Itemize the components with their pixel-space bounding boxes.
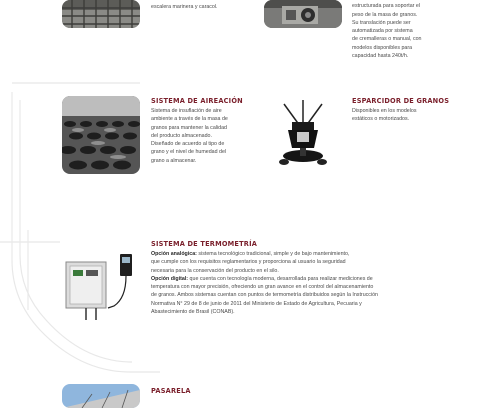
- transport-photo: [264, 0, 342, 28]
- aeration-photo: [62, 96, 140, 174]
- aeration-line-3: granos para mantener la calidad: [151, 124, 227, 131]
- top-right-line-2: estructurada para soportar el: [352, 3, 421, 10]
- digital-line-2: temperatura con mayor precisión, ofreciendo un gran avance en el control del almacenamiento: [151, 284, 374, 291]
- walkway-photo: [62, 384, 140, 408]
- spreader-title: ESPARCIDOR DE GRANOS: [352, 97, 450, 105]
- aeration-line-2: ambiente a través de la masa de: [151, 116, 228, 123]
- thermometry-text: [151, 250, 451, 316]
- aeration-line-6: grano y el nivel de humedad del: [151, 149, 227, 156]
- digital-label: Opción digital:: [151, 275, 189, 282]
- top-right-line-5: automatizada por sistema: [352, 28, 413, 35]
- top-left-text: [151, 3, 271, 11]
- analog-label: Opción analógica:: [151, 251, 197, 257]
- spreader-line-2: estáticos o motorizados.: [352, 116, 410, 123]
- top-right-text: [352, 0, 482, 60]
- thermometry-photo: [62, 250, 140, 328]
- digital-line-5: Abastecimiento de Brasil (CONAB).: [151, 309, 235, 316]
- top-left-line: escalera marinera y caracol.: [151, 4, 218, 10]
- aeration-title: SISTEMA DE AIREACIÓN: [151, 97, 243, 105]
- digital-text-1: que cuenta con tecnología moderna, desarrollada para realizar mediciones de: [188, 275, 373, 282]
- ladder-photo: [62, 0, 140, 28]
- top-right-line-7: modelos disponibles para: [352, 44, 413, 51]
- thermometry-title: SISTEMA DE TERMOMETRÍA: [151, 240, 258, 248]
- aeration-line-4: del producto almacenado.: [151, 132, 212, 139]
- digital-line-4: Normativa N° 29 de 8 de junio de 2011 del Ministerio de Estado de Agricultura, Pecuaria y: [151, 300, 362, 307]
- spreader-text: [352, 107, 482, 124]
- analog-line-1: [151, 250, 451, 258]
- spreader-photo: [264, 96, 342, 174]
- digital-line-1: [151, 275, 451, 283]
- aeration-text: [151, 107, 271, 165]
- top-right-line-6: de cremalleras o manual, con: [352, 36, 422, 43]
- spreader-line-1: Disponibles en los modelos: [352, 108, 417, 114]
- analog-text-1: sistema tecnológico tradicional, simple y de bajo mantenimiento,: [196, 251, 350, 257]
- aeration-line-5: Diseñado de acuerdo al tipo de: [151, 141, 225, 148]
- top-right-line-4: Su translación puede ser: [352, 19, 411, 26]
- analog-line-3: necesaria para la conservación del producto en el silo.: [151, 267, 279, 274]
- top-right-line-8: capacidad hasta 240t/h.: [352, 53, 409, 60]
- analog-line-2: que cumple con los requisitos reglamentarios y proporciona al usuario la seguridad: [151, 259, 346, 266]
- digital-line-3: de granos. Ambos sistemas cuentan con puntos de termometría distribuidos según la Instrucción: [151, 292, 379, 299]
- walkway-title: PASARELA: [151, 387, 191, 395]
- top-right-line-3: peso de la masa de granos.: [352, 11, 418, 18]
- aeration-line-7: grano a almacenar.: [151, 157, 197, 164]
- aeration-line-1: Sistema de insuflación de aire: [151, 108, 222, 114]
